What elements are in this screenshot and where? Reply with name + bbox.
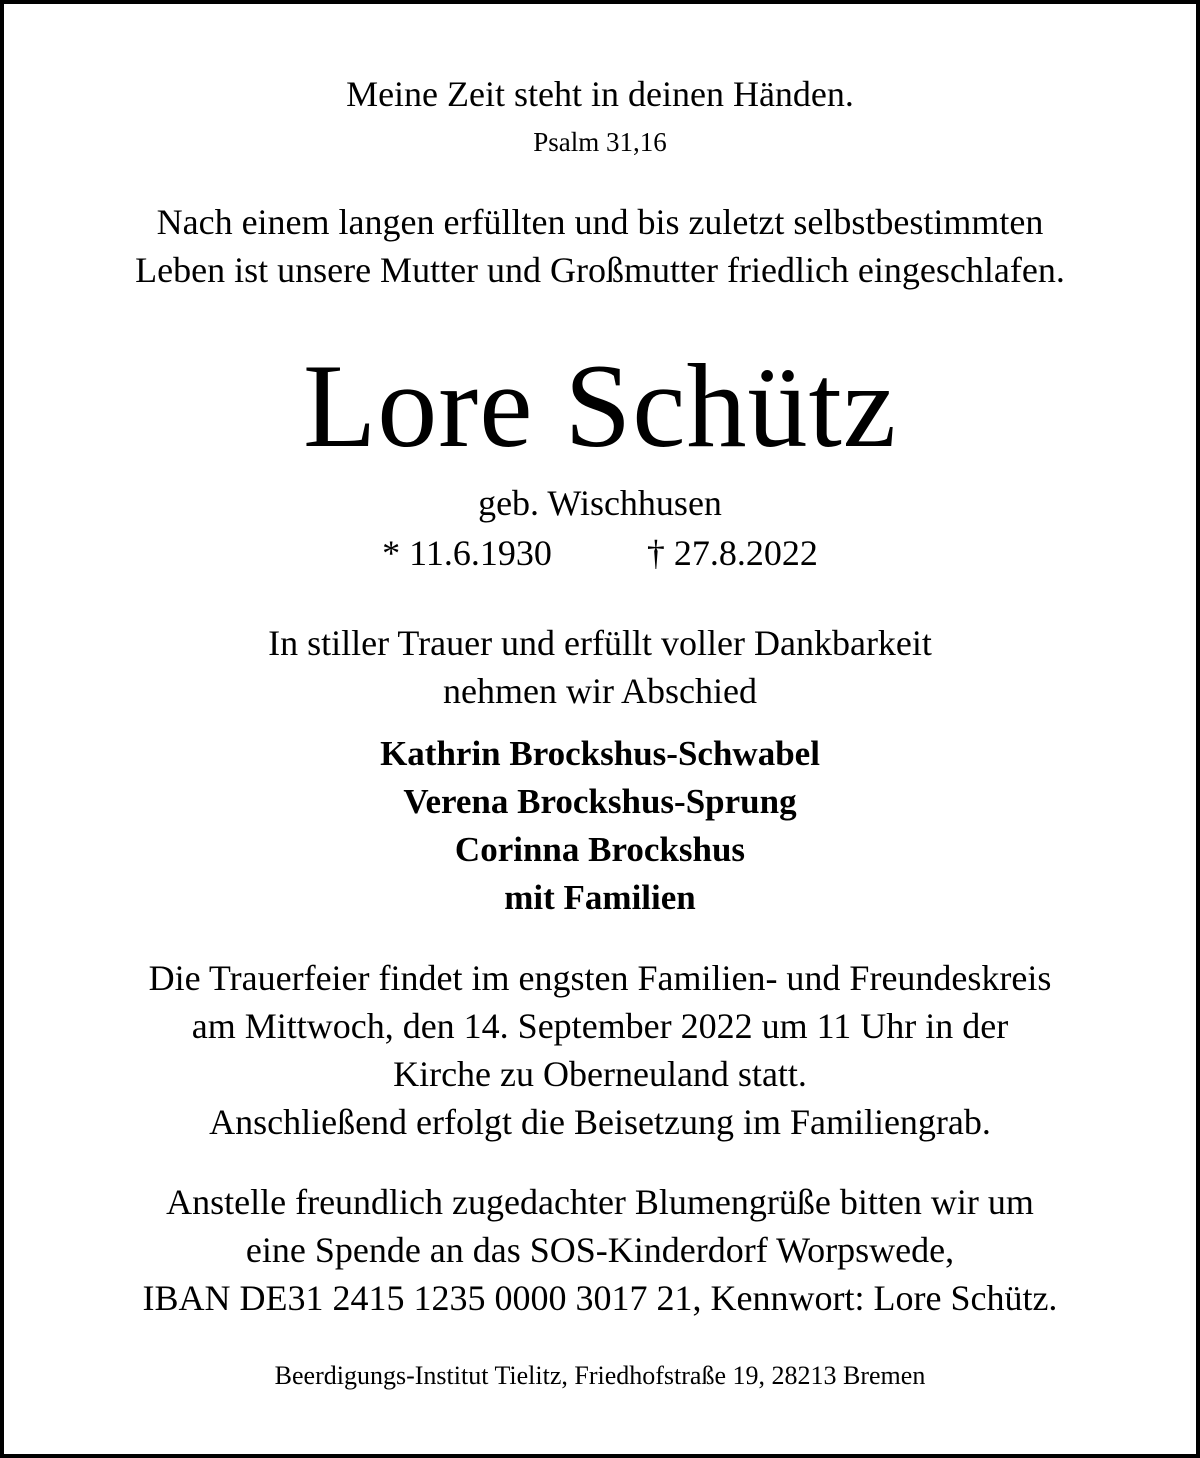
donation-info-line: IBAN DE31 2415 1235 0000 3017 21, Kennwort: Lore Schütz. [142,1278,1058,1318]
death-date: † 27.8.2022 [646,533,818,573]
birth-date: * 11.6.1930 [382,533,552,573]
funeral-home: Beerdigungs-Institut Tielitz, Friedhofstraße 19, 28213 Bremen [274,1361,926,1390]
mourning-line-1: In stiller Trauer und erfüllt voller Dankbarkeit [268,623,932,663]
deceased-name: Lore Schütz [302,339,898,472]
service-info-line: am Mittwoch, den 14. September 2022 um 11 Uhr in der [191,1006,1009,1046]
donation-info-line: Anstelle freundlich zugedachter Blumengrüße bitten wir um [166,1182,1034,1222]
service-info-line: Die Trauerfeier findet im engsten Familien- und Freundeskreis [148,958,1052,998]
service-info-line: Anschließend erfolgt die Beisetzung im Familiengrab. [209,1102,991,1142]
donation-info-line: eine Spende an das SOS-Kinderdorf Worpswede, [245,1230,955,1270]
mourner-families: mit Familien [504,878,696,917]
mourning-line-2: nehmen wir Abschied [443,671,757,711]
verse-reference: Psalm 31,16 [533,127,667,157]
intro-line-1: Nach einem langen erfüllten und bis zuletzt selbstbestimmten [156,202,1044,242]
mourner-name: Verena Brockshus-Sprung [403,782,797,821]
life-dates [0,535,1200,571]
bible-verse: Meine Zeit steht in deinen Händen. [346,74,854,114]
service-info-line: Kirche zu Oberneuland statt. [393,1054,807,1094]
maiden-name: geb. Wischhusen [478,483,722,523]
mourner-name: Kathrin Brockshus-Schwabel [380,734,820,773]
intro-line-2: Leben ist unsere Mutter und Großmutter friedlich eingeschlafen. [135,250,1065,290]
mourner-name: Corinna Brockshus [454,830,746,869]
